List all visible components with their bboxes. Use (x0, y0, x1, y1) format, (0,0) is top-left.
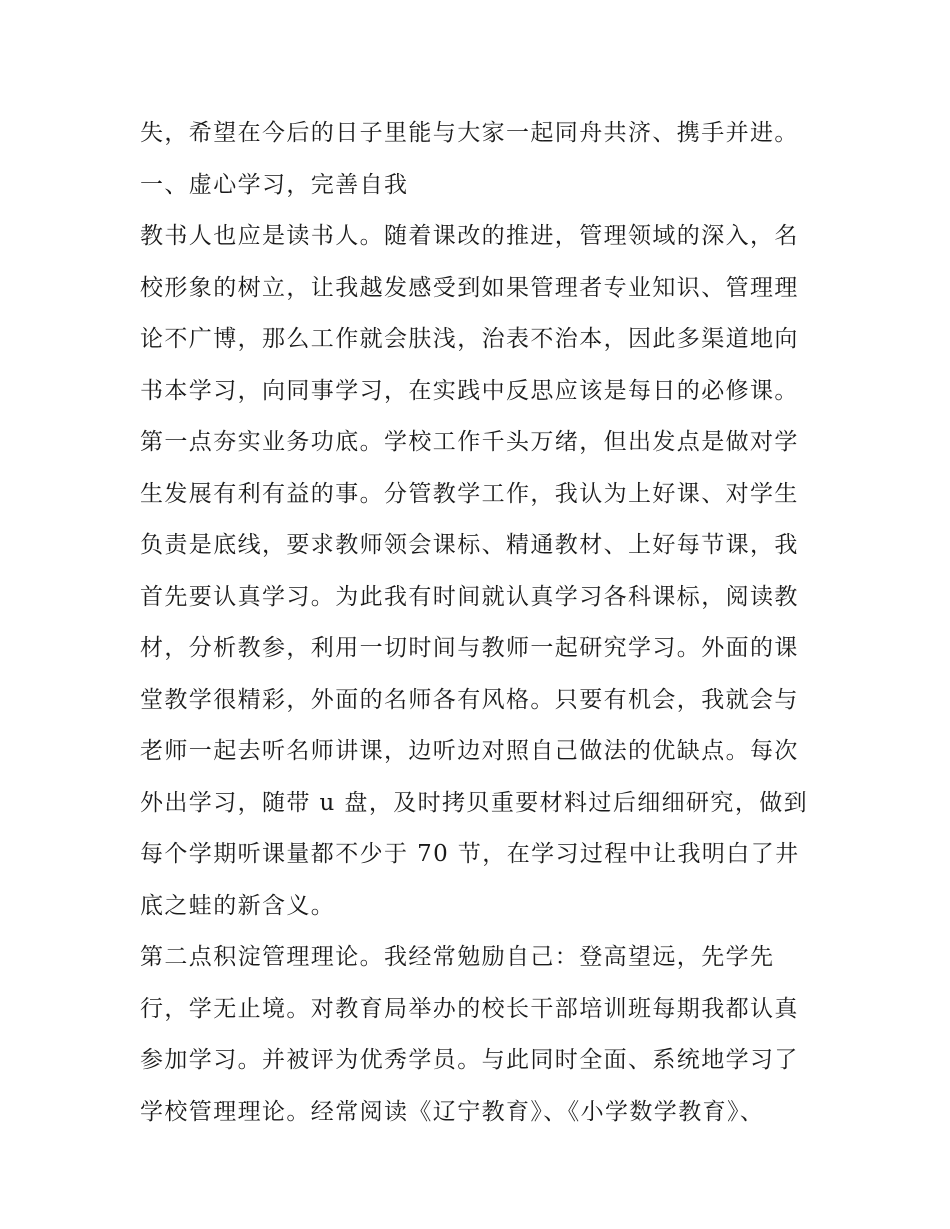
text-line: 书本学习，向同事学习，在实践中反思应该是每日的必修课。 (140, 377, 799, 404)
text-line: 校形象的树立，让我越发感受到如果管理者专业知识、管理理 (140, 274, 799, 301)
text-line: 老师一起去听名师讲课，边听边对照自己做法的优缺点。每次 (140, 738, 799, 764)
section-heading: 一、虚心学习，完善自我 (140, 171, 409, 198)
text-line: 第一点夯实业务功底。学校工作千头万绪，但出发点是做对学 (140, 429, 799, 455)
text-line: 教书人也应是读书人。随着课改的推进，管理领域的深入，名 (140, 223, 799, 249)
text-line: 底之蛙的新含义。 (140, 892, 336, 919)
text-line: 失，希望在今后的日子里能与大家一起同舟共济、携手并进。 (140, 120, 799, 146)
text-line: 堂教学很精彩，外面的名师各有风格。只要有机会，我就会与 (140, 686, 799, 713)
text-line: 首先要认真学习。为此我有时间就认真学习各科课标，阅读教 (140, 583, 799, 610)
text-line: 论不广博，那么工作就会肤浅，治表不治本，因此多渠道地向 (140, 326, 799, 352)
text-line: 生发展有利有益的事。分管教学工作，我认为上好课、对学生 (140, 480, 799, 507)
body-text (140, 108, 810, 1138)
text-line: 第二点积淀管理理论。我经常勉励自己：登高望远，先学先 (140, 944, 775, 970)
text-line: 材，分析教参，利用一切时间与教师一起研究学习。外面的课 (140, 635, 799, 661)
text-line: 学校管理理论。经常阅读《辽宁教育》、《小学数学教育》、 (140, 1098, 765, 1125)
text-line: 外出学习，随带 u 盘，及时拷贝重要材料过后细细研究，做到 (140, 789, 809, 816)
text-line: 行，学无止境。对教育局举办的校长干部培训班每期我都认真 (140, 995, 799, 1022)
text-line: 每个学期听课量都不少于 70 节，在学习过程中让我明白了井 (140, 841, 800, 867)
text-line: 负责是底线，要求教师领会课标、精通教材、上好每节课，我 (140, 532, 799, 558)
text-line: 参加学习。并被评为优秀学员。与此同时全面、系统地学习了 (140, 1047, 799, 1073)
